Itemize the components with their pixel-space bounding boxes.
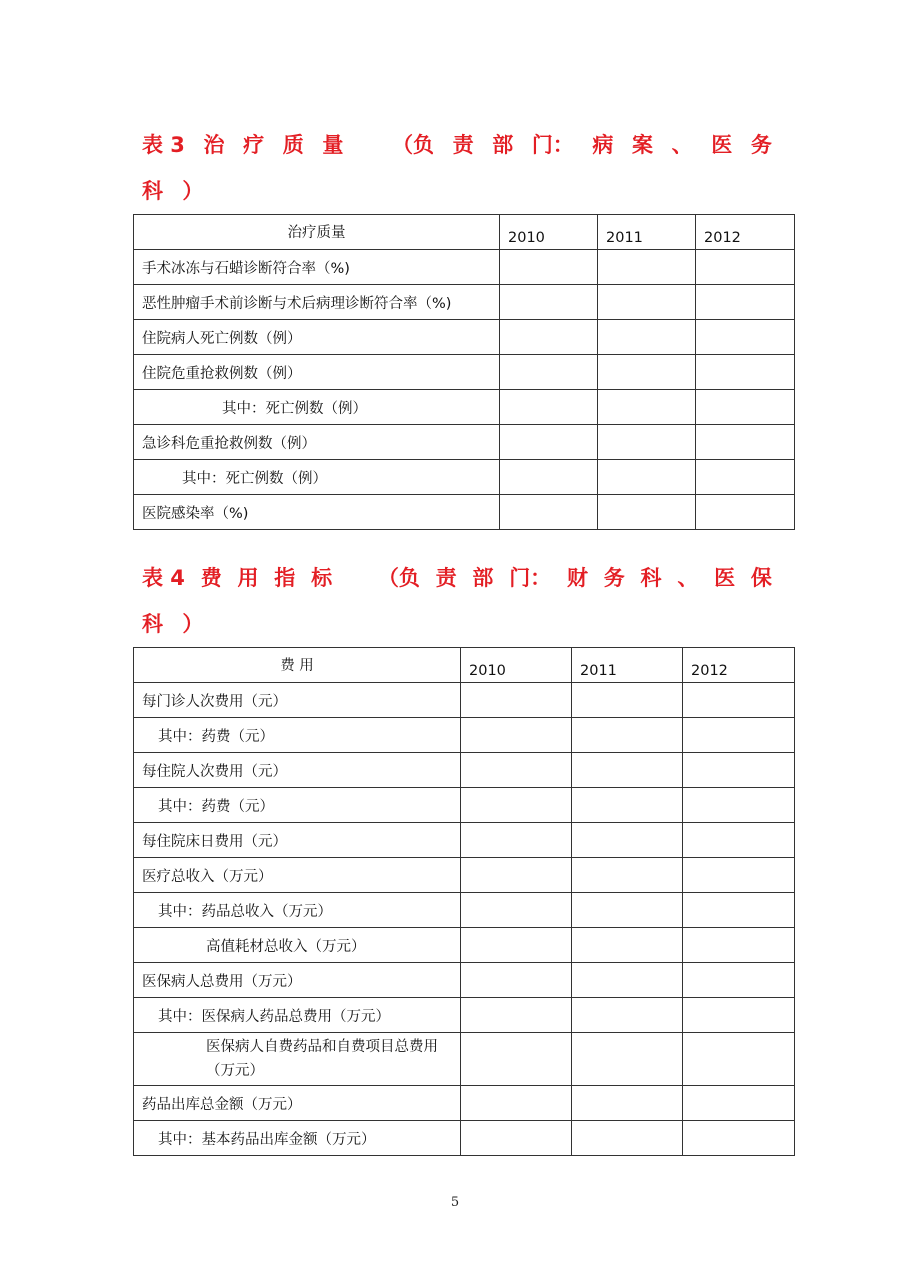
heading-token: 、 — [677, 566, 699, 590]
table-row — [134, 1033, 795, 1086]
row-label: 医保病人总费用（万元） — [134, 963, 461, 998]
table-row — [134, 390, 795, 425]
value-cell[interactable] — [683, 788, 795, 823]
value-cell[interactable] — [683, 928, 795, 963]
value-cell[interactable] — [572, 753, 683, 788]
heading-token: 科 — [640, 566, 662, 590]
heading-token: 表 4 — [142, 566, 185, 590]
heading-token: 科 — [142, 612, 163, 636]
row-label: 恶性肿瘤手术前诊断与术后病理诊断符合率（%) — [134, 285, 500, 320]
value-cell[interactable] — [572, 858, 683, 893]
heading-token: ） — [182, 612, 204, 636]
value-cell[interactable] — [461, 1033, 572, 1086]
table-row — [134, 998, 795, 1033]
page-number: 5 — [450, 1195, 460, 1210]
year-header-cell: 2012 — [696, 215, 795, 250]
table-row — [134, 823, 795, 858]
table-row — [134, 718, 795, 753]
value-cell[interactable] — [598, 495, 696, 530]
value-cell[interactable] — [598, 460, 696, 495]
value-cell[interactable] — [696, 495, 795, 530]
row-label: 急诊科危重抢救例数（例） — [134, 425, 500, 460]
row-label: 医院感染率（%) — [134, 495, 500, 530]
value-cell[interactable] — [683, 963, 795, 998]
value-cell[interactable] — [696, 285, 795, 320]
table-row — [134, 285, 795, 320]
table-row — [134, 425, 795, 460]
value-cell[interactable] — [598, 320, 696, 355]
heading-token: 治 — [203, 133, 225, 157]
table-row — [134, 683, 795, 718]
heading-token: 用 — [237, 566, 259, 590]
heading-token: 案 — [632, 133, 654, 157]
value-cell[interactable] — [598, 285, 696, 320]
value-cell[interactable] — [500, 495, 598, 530]
value-cell[interactable] — [461, 823, 572, 858]
value-cell[interactable] — [572, 928, 683, 963]
value-cell[interactable] — [683, 858, 795, 893]
value-cell[interactable] — [461, 718, 572, 753]
value-cell[interactable] — [598, 390, 696, 425]
heading-token: 部 — [472, 566, 494, 590]
value-cell[interactable] — [572, 893, 683, 928]
year-header-cell: 2012 — [683, 648, 795, 683]
value-cell[interactable] — [683, 823, 795, 858]
value-cell[interactable] — [500, 355, 598, 390]
table-row — [134, 355, 795, 390]
value-cell[interactable] — [461, 1121, 572, 1156]
value-cell[interactable] — [461, 998, 572, 1033]
value-cell[interactable] — [500, 320, 598, 355]
value-cell[interactable] — [461, 788, 572, 823]
value-cell[interactable] — [500, 390, 598, 425]
heading-token: 财 — [566, 566, 588, 590]
header-cell: 费 用 — [134, 648, 461, 683]
table-row — [134, 320, 795, 355]
heading-token: （负 — [377, 566, 420, 590]
row-label: 医保病人自费药品和自费项目总费用（万元） — [134, 1033, 461, 1086]
table-row — [134, 963, 795, 998]
heading-token: 部 — [492, 133, 514, 157]
value-cell[interactable] — [683, 683, 795, 718]
table-row — [134, 1121, 795, 1156]
value-cell[interactable] — [696, 460, 795, 495]
row-label: 高值耗材总收入（万元） — [134, 928, 461, 963]
table-row — [134, 893, 795, 928]
row-label: 每住院床日费用（元） — [134, 823, 461, 858]
heading-token: 务 — [750, 133, 772, 157]
row-label: 医疗总收入（万元） — [134, 858, 461, 893]
heading-token: 疗 — [243, 133, 265, 157]
value-cell[interactable] — [598, 425, 696, 460]
row-label: 手术冰冻与石蜡诊断符合率（%) — [134, 250, 500, 285]
row-label: 其中：死亡例数（例） — [134, 390, 500, 425]
value-cell[interactable] — [572, 1033, 683, 1086]
cost-indicators-table — [133, 647, 795, 1156]
value-cell[interactable] — [683, 1121, 795, 1156]
value-cell[interactable] — [461, 753, 572, 788]
value-cell[interactable] — [683, 998, 795, 1033]
heading-token: （负 — [391, 133, 434, 157]
value-cell[interactable] — [461, 893, 572, 928]
table-header-row — [134, 215, 795, 250]
value-cell[interactable] — [572, 1086, 683, 1121]
year-header-cell: 2010 — [500, 215, 598, 250]
value-cell[interactable] — [696, 355, 795, 390]
value-cell[interactable] — [683, 1086, 795, 1121]
value-cell[interactable] — [461, 858, 572, 893]
value-cell[interactable] — [683, 893, 795, 928]
table-row — [134, 788, 795, 823]
table-header-row — [134, 648, 795, 683]
value-cell[interactable] — [696, 425, 795, 460]
row-label: 每门诊人次费用（元） — [134, 683, 461, 718]
heading-token: 责 — [435, 566, 457, 590]
row-label: 住院病人死亡例数（例） — [134, 320, 500, 355]
heading-token: 责 — [452, 133, 474, 157]
value-cell[interactable] — [461, 928, 572, 963]
value-cell[interactable] — [461, 683, 572, 718]
heading-token: ） — [182, 179, 204, 203]
heading-token: 指 — [274, 566, 296, 590]
table-row — [134, 460, 795, 495]
row-label: 药品出库总金额（万元） — [134, 1086, 461, 1121]
heading-token: 务 — [603, 566, 625, 590]
row-label: 其中：基本药品出库金额（万元） — [134, 1121, 461, 1156]
value-cell[interactable] — [461, 963, 572, 998]
value-cell[interactable] — [572, 683, 683, 718]
heading-token: 医 — [714, 566, 736, 590]
heading-token: 表 3 — [142, 133, 185, 157]
heading-token: 门： — [509, 566, 552, 590]
value-cell[interactable] — [572, 1121, 683, 1156]
row-label: 住院危重抢救例数（例） — [134, 355, 500, 390]
heading-token: 保 — [750, 566, 772, 590]
table-row — [134, 858, 795, 893]
row-label: 其中：药费（元） — [134, 788, 461, 823]
heading-token: 、 — [671, 133, 693, 157]
heading-token: 病 — [592, 133, 614, 157]
heading-token: 费 — [200, 566, 222, 590]
value-cell[interactable] — [500, 285, 598, 320]
value-cell[interactable] — [572, 963, 683, 998]
value-cell[interactable] — [696, 250, 795, 285]
header-cell: 治疗质量 — [134, 215, 500, 250]
table-row — [134, 250, 795, 285]
value-cell[interactable] — [572, 998, 683, 1033]
year-header-cell: 2011 — [598, 215, 696, 250]
value-cell[interactable] — [461, 1086, 572, 1121]
value-cell[interactable] — [500, 425, 598, 460]
value-cell[interactable] — [572, 823, 683, 858]
table-row — [134, 1086, 795, 1121]
table-row — [134, 495, 795, 530]
year-header-cell: 2010 — [461, 648, 572, 683]
heading-token: 科 — [142, 179, 163, 203]
table-row — [134, 753, 795, 788]
treatment-quality-table — [133, 214, 795, 530]
value-cell[interactable] — [572, 788, 683, 823]
value-cell[interactable] — [696, 390, 795, 425]
row-label: 其中：死亡例数（例） — [134, 460, 500, 495]
heading-token: 量 — [322, 133, 344, 157]
row-label: 每住院人次费用（元） — [134, 753, 461, 788]
row-label: 其中：药品总收入（万元） — [134, 893, 461, 928]
value-cell[interactable] — [683, 753, 795, 788]
value-cell[interactable] — [683, 718, 795, 753]
heading-token: 质 — [282, 133, 304, 157]
year-header-cell: 2011 — [572, 648, 683, 683]
row-label: 其中：药费（元） — [134, 718, 461, 753]
value-cell[interactable] — [500, 250, 598, 285]
value-cell[interactable] — [598, 355, 696, 390]
heading-token: 医 — [711, 133, 733, 157]
heading-token: 标 — [311, 566, 333, 590]
value-cell[interactable] — [572, 718, 683, 753]
value-cell[interactable] — [500, 460, 598, 495]
table-row — [134, 928, 795, 963]
heading-token: 门： — [531, 133, 574, 157]
row-label: 其中：医保病人药品总费用（万元） — [134, 998, 461, 1033]
value-cell[interactable] — [696, 320, 795, 355]
value-cell[interactable] — [683, 1033, 795, 1086]
value-cell[interactable] — [598, 250, 696, 285]
